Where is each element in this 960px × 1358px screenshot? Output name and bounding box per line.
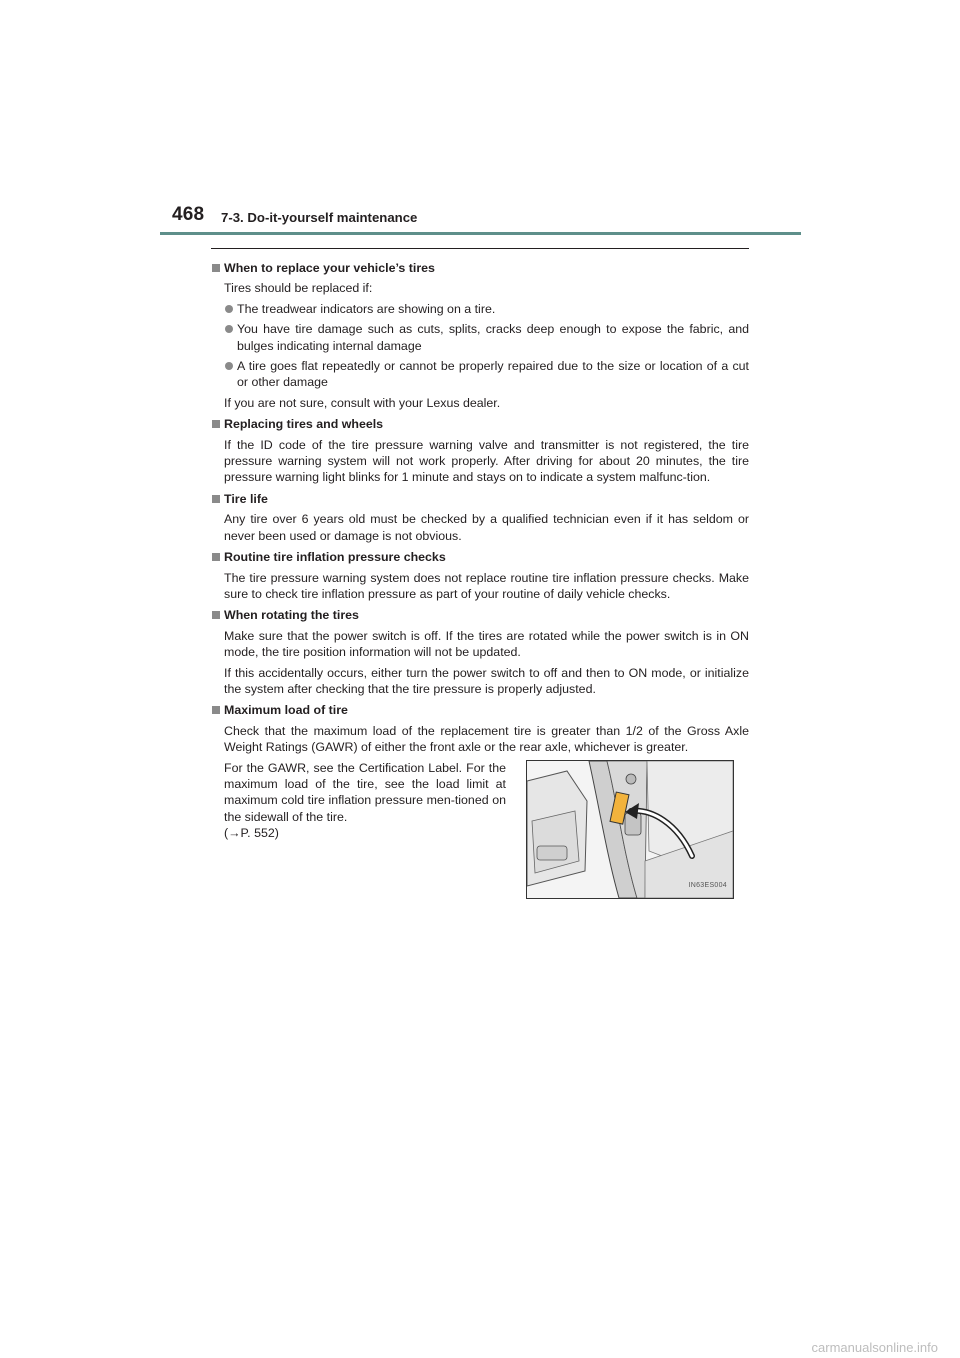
square-bullet-icon bbox=[212, 611, 220, 619]
paragraph: Check that the maximum load of the replacement tire is greater than 1/2 of the Gross Axle Weight Ratings (GAWR) of either the front axle or the rear axle, whichever is greater. bbox=[224, 723, 749, 755]
figure-code: IN63ES004 bbox=[688, 882, 727, 890]
door-pillar-drawing bbox=[527, 761, 733, 898]
square-bullet-icon bbox=[212, 420, 220, 428]
circle-bullet-icon bbox=[225, 325, 233, 333]
list-item: The treadwear indicators are showing on a tire. bbox=[211, 301, 749, 317]
page-content bbox=[211, 256, 749, 910]
paragraph: If this accidentally occurs, either turn the power switch to off and then to ON mode, or initialize the system after checking that the tire pressure is properly adjusted. bbox=[224, 665, 749, 696]
heading-when-to-replace: When to replace your vehicle’s tires bbox=[211, 260, 749, 276]
paragraph: If the ID code of the tire pressure warning valve and transmitter is not registered, the tire pressure warning system will not work properly. After driving for about 20 minutes, the tire pressure warning light blinks for 1 minute and stays on to indicate a system malfunc-tion. bbox=[224, 437, 749, 485]
heading-replacing-tires-wheels: Replacing tires and wheels bbox=[211, 416, 749, 432]
footer-watermark: carmanualsonline.info bbox=[811, 1340, 938, 1355]
page-header bbox=[0, 0, 960, 240]
section-title: 7-3. Do-it-yourself maintenance bbox=[221, 210, 418, 225]
list-item: You have tire damage such as cuts, splits, cracks deep enough to expose the fabric, and bulges indicating internal damage bbox=[211, 321, 749, 354]
header-rule bbox=[160, 232, 801, 235]
content-rule bbox=[211, 248, 749, 249]
heading-maximum-load: Maximum load of tire bbox=[211, 702, 749, 718]
paragraph: Any tire over 6 years old must be checked by a qualified technician even if it has seldom or never been used or damage is not obvious. bbox=[224, 512, 749, 543]
paragraph: Make sure that the power switch is off. If the tires are rotated while the power switch is in ON mode, the tire position information will not be updated. bbox=[224, 628, 749, 660]
page-number: 468 bbox=[172, 204, 205, 225]
figure-row bbox=[211, 760, 749, 910]
square-bullet-icon bbox=[212, 264, 220, 272]
list-item: A tire goes flat repeatedly or cannot be properly repaired due to the size or location of a cut or other damage bbox=[211, 358, 749, 391]
heading-tire-life: Tire life bbox=[211, 491, 749, 507]
circle-bullet-icon bbox=[225, 362, 233, 370]
square-bullet-icon bbox=[212, 706, 220, 714]
paragraph: The tire pressure warning system does not replace routine tire inflation pressure checks. Make sure to check tire inflation pressure as part of your routine of daily vehicle checks. bbox=[224, 570, 749, 601]
square-bullet-icon bbox=[212, 553, 220, 561]
certification-label-illustration bbox=[526, 760, 734, 899]
paragraph: If you are not sure, consult with your Lexus dealer. bbox=[224, 395, 501, 410]
paragraph: Tires should be replaced if: bbox=[224, 281, 373, 296]
page-reference-link[interactable]: (→P. 552) bbox=[224, 826, 279, 841]
heading-rotating-tires: When rotating the tires bbox=[211, 607, 749, 623]
square-bullet-icon bbox=[212, 495, 220, 503]
heading-routine-checks: Routine tire inflation pressure checks bbox=[211, 549, 749, 565]
figure-caption: For the GAWR, see the Certification Label. For the maximum load of the tire, see the load limit at maximum cold tire inflation pressure men-tioned on the sidewall of the tire. (→P. 552) bbox=[224, 760, 506, 841]
circle-bullet-icon bbox=[225, 305, 233, 313]
